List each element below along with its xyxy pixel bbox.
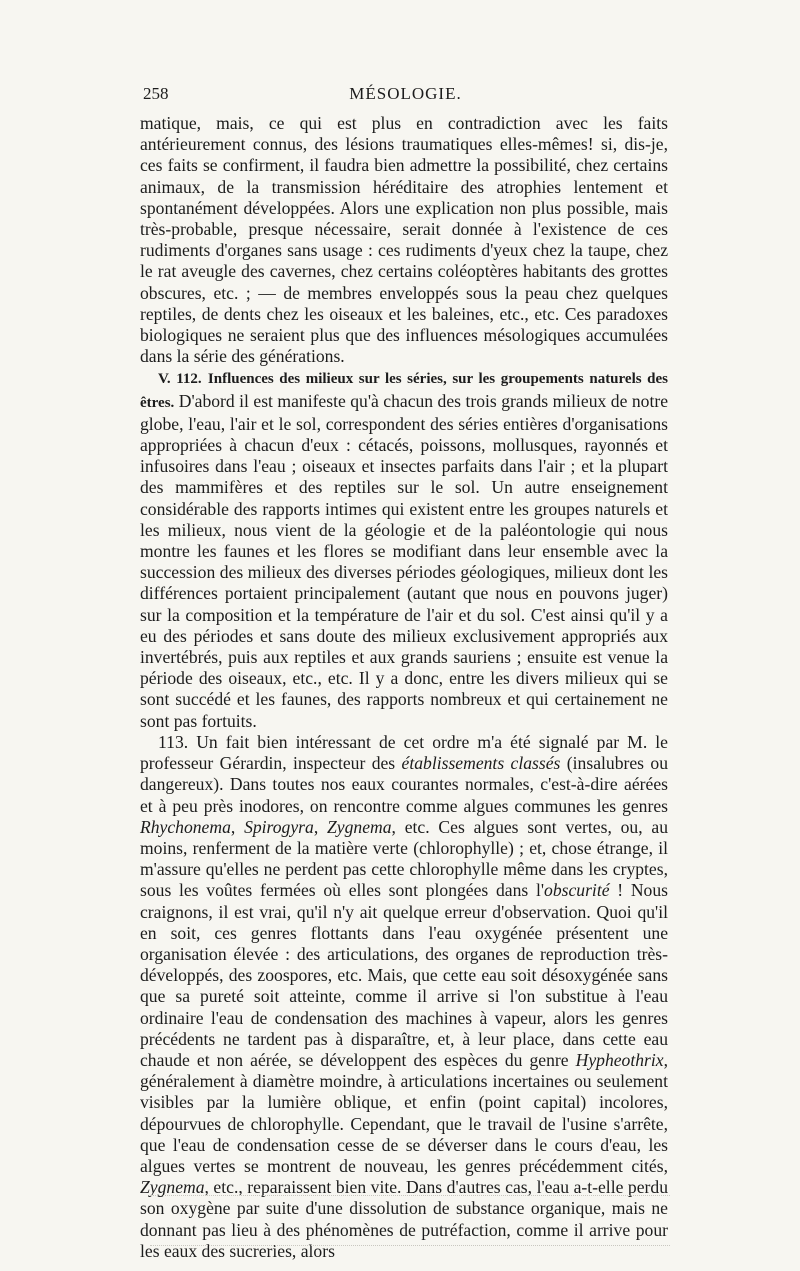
running-title: MÉSOLOGIE.: [349, 84, 462, 103]
text-run: (insalubres ou dangereux). Dans toutes nos eaux courantes normales, c'est-à-dire aérées et à peu près inodores, on rencontre comme algues communes les genres: [140, 753, 668, 816]
text-run: , etc., reparaissent bien vite. Dans d'autres cas, l'eau a-t-elle perdu son oxygène par suite d'une dissolution de substance organique, mais ne donnant pas lieu à des phénomènes de putréfaction, comme il arrive pour les eaux des sucreries, alors: [140, 1177, 668, 1261]
text-run: ,: [313, 816, 328, 837]
paragraph-section-112: [140, 367, 668, 731]
genus-name: Zygnema: [140, 1177, 205, 1198]
page-number: 258: [143, 84, 169, 103]
paragraph-section-113: [140, 732, 668, 1262]
section-heading: Influences des milieux sur les séries, sur les groupements naturels des êtres.: [140, 371, 668, 411]
text-run: , etc. Ces algues sont vertes, ou, au moins, renferment de la matière verte (chlorophylle) ; et, chose étrange, il m'assure qu'elles ne perdent pas cette chlorophylle même dans les cryptes, sous les voûtes fermées où elles sont plongées dans l': [140, 816, 669, 901]
text-run: ,: [230, 816, 245, 837]
page-header: [143, 84, 668, 110]
genus-name: Hypheothrix: [575, 1049, 664, 1070]
text-run: , généralement à diamètre moindre, à articulations incertaines ou seulement visibles par la lumière oblique, et enfin (point capital) incolores, dépourvues de chlorophylle. Cependant, que le travail de l'usine s'arrête, que l'eau de condensation cesse de se déverser dans le cours d'eau, les algues vertes se montrent de nouveau, les genres précédemment cités,: [140, 1049, 668, 1176]
genus-name: Spirogyra: [244, 816, 314, 837]
bottom-rule: [150, 1195, 670, 1197]
section-number: 113.: [158, 731, 189, 752]
genus-name: Rhychonema: [140, 816, 231, 837]
paragraph-text: D'abord il est manifeste qu'à chacun des trois grands milieux de notre globe, l'eau, l'air et le sol, correspondent des séries entières d'organisations appropriées à chacun d'eux : cétacés, poissons, mollusques, rayonnés et infusoires dans l'eau ; oiseaux et insectes parfaits dans l'air ; et la plupart des mammifères et des reptiles sur le sol. Un autre enseignement considérable des rapports intimes qui existent entre les groupes naturels et les milieux, nous vient de la géologie et de la paléontologie qui nous montre les faunes et les flores se modifiant dans leur ensemble avec la succession des milieux des diverses périodes géologiques, milieux dont les différences portaient principalement (autant que nous en pouvons juger) sur la composition et la température de l'air et du sol. C'est ainsi qu'il y a eu des périodes et sans doute des milieux exclusivement appropriés aux invertébrés, puis aux reptiles et aux grands sauriens ; ensuite est venue la période des oiseaux, etc., etc. Il y a donc, entre les divers milieux qui se sont succédé et les faunes, des rapports nombreux et qui certainement ne sont pas fortuits.: [140, 390, 669, 731]
paragraph: matique, mais, ce qui est plus en contradiction avec les faits antérieurement connus, des lésions traumatiques elles-mêmes! si, dis-je, ces faits se confirment, il faudra bien admettre la possibilité, chez certains animaux, de la transmission héréditaire des atrophies lentement et spontanément développées. Alors une explication non plus possible, mais très-probable, presque nécessaire, serait donnée à l'existence de ces rudiments d'organes sans usage : ces rudiments d'yeux chez la taupe, chez le rat aveugle des cavernes, chez certains coléoptères habitants des grottes obscures, etc. ; — de membres enveloppés sous la peau chez quelques reptiles, de dents chez les oiseaux et les baleines, etc., etc. Ces paradoxes biologiques ne seraient plus que des influences mésologiques accumulées dans la série des générations.: [140, 113, 668, 367]
bottom-rule: [150, 1245, 670, 1247]
italic-term: établissements classés: [401, 753, 561, 774]
body-text: [140, 113, 668, 1262]
text-run: ! Nous craignons, il est vrai, qu'il n'y ait quelque erreur d'observation. Quoi qu'il en soit, ces genres flottants dans l'eau oxygénée présentent une organisation élevée : des articulations, des organes de reproduction très-développés, des zoospores, etc. Mais, que cette eau soit désoxygénée sans que sa pureté soit atteinte, comme il arrive si l'on substitue à l'eau ordinaire l'eau de condensation des machines à vapeur, alors les genres précédents ne tardent pas à disparaître, et, à leur place, dans cette eau chaude et non aérée, se développent des espèces du genre: [140, 880, 668, 1070]
section-number: V. 112.: [158, 371, 202, 388]
italic-term: obscurité: [544, 880, 610, 901]
text-run: Un fait bien intéressant de cet ordre m'a été signalé par M. le professeur Gérardin, inspecteur des: [140, 731, 668, 774]
genus-name: Zygnema: [327, 816, 392, 837]
